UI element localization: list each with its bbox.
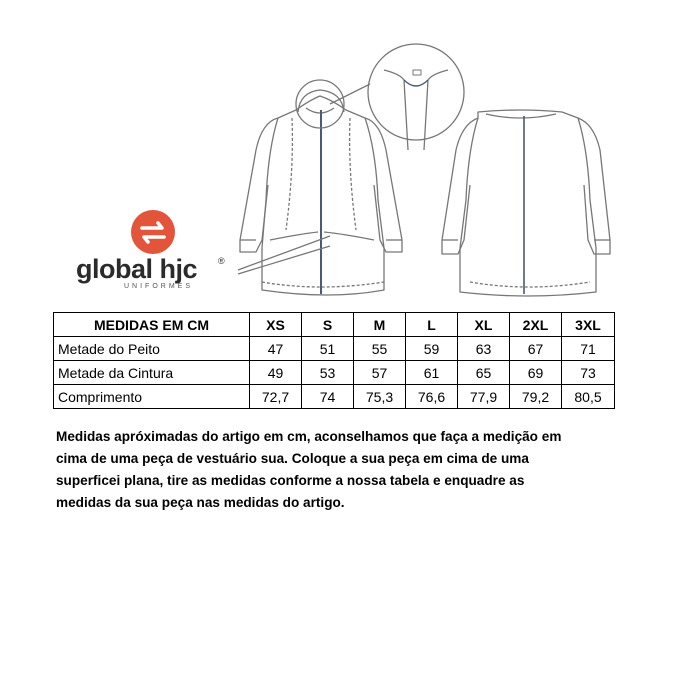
table-cell: 75,3 [354, 385, 406, 409]
table-cell: 63 [458, 337, 510, 361]
table-cell: 55 [354, 337, 406, 361]
table-cell: 72,7 [250, 385, 302, 409]
table-cell: 67 [510, 337, 562, 361]
table-cell: 77,9 [458, 385, 510, 409]
header-size-m: M [354, 313, 406, 337]
size-table [53, 312, 615, 409]
header-size-s: S [302, 313, 354, 337]
table-cell: 49 [250, 361, 302, 385]
header-size-xs: XS [250, 313, 302, 337]
header-size-3xl: 3XL [562, 313, 615, 337]
table-cell: 80,5 [562, 385, 615, 409]
table-cell: 57 [354, 361, 406, 385]
table-cell: 61 [406, 361, 458, 385]
table-row [54, 361, 615, 385]
table-cell: 47 [250, 337, 302, 361]
note-line: medidas da sua peça nas medidas do artigo. [56, 495, 345, 510]
header-size-2xl: 2XL [510, 313, 562, 337]
table-cell: 73 [562, 361, 615, 385]
table-cell: 79,2 [510, 385, 562, 409]
pocket-callout-lines [238, 236, 330, 274]
table-cell: 71 [562, 337, 615, 361]
brand-logo [72, 208, 242, 298]
table-cell: 53 [302, 361, 354, 385]
note-line: cima de uma peça de vestuário sua. Coloque a sua peça em cima de uma [56, 451, 529, 466]
note-line: superficei plana, tire as medidas conforme a nossa tabela e enquadre as [56, 473, 525, 488]
header-medidas: MEDIDAS EM CM [54, 313, 250, 337]
header-size-xl: XL [458, 313, 510, 337]
size-table-header [54, 313, 615, 337]
logo-arrows-icon [128, 208, 178, 256]
logo-registered-mark: ® [218, 256, 225, 266]
measurement-note [56, 426, 616, 514]
row-label: Comprimento [54, 385, 250, 409]
table-cell: 69 [510, 361, 562, 385]
row-label: Metade da Cintura [54, 361, 250, 385]
table-row [54, 385, 615, 409]
garment-back-view [442, 110, 610, 296]
table-cell: 74 [302, 385, 354, 409]
logo-wordmark: global hjc [76, 254, 198, 284]
table-cell: 76,6 [406, 385, 458, 409]
table-cell: 59 [406, 337, 458, 361]
logo-tagline: UNIFORMES [124, 283, 193, 290]
header-size-l: L [406, 313, 458, 337]
table-cell: 65 [458, 361, 510, 385]
row-label: Metade do Peito [54, 337, 250, 361]
note-line: Medidas apróximadas do artigo em cm, aconselhamos que faça a medição em [56, 429, 562, 444]
table-row [54, 337, 615, 361]
table-cell: 51 [302, 337, 354, 361]
